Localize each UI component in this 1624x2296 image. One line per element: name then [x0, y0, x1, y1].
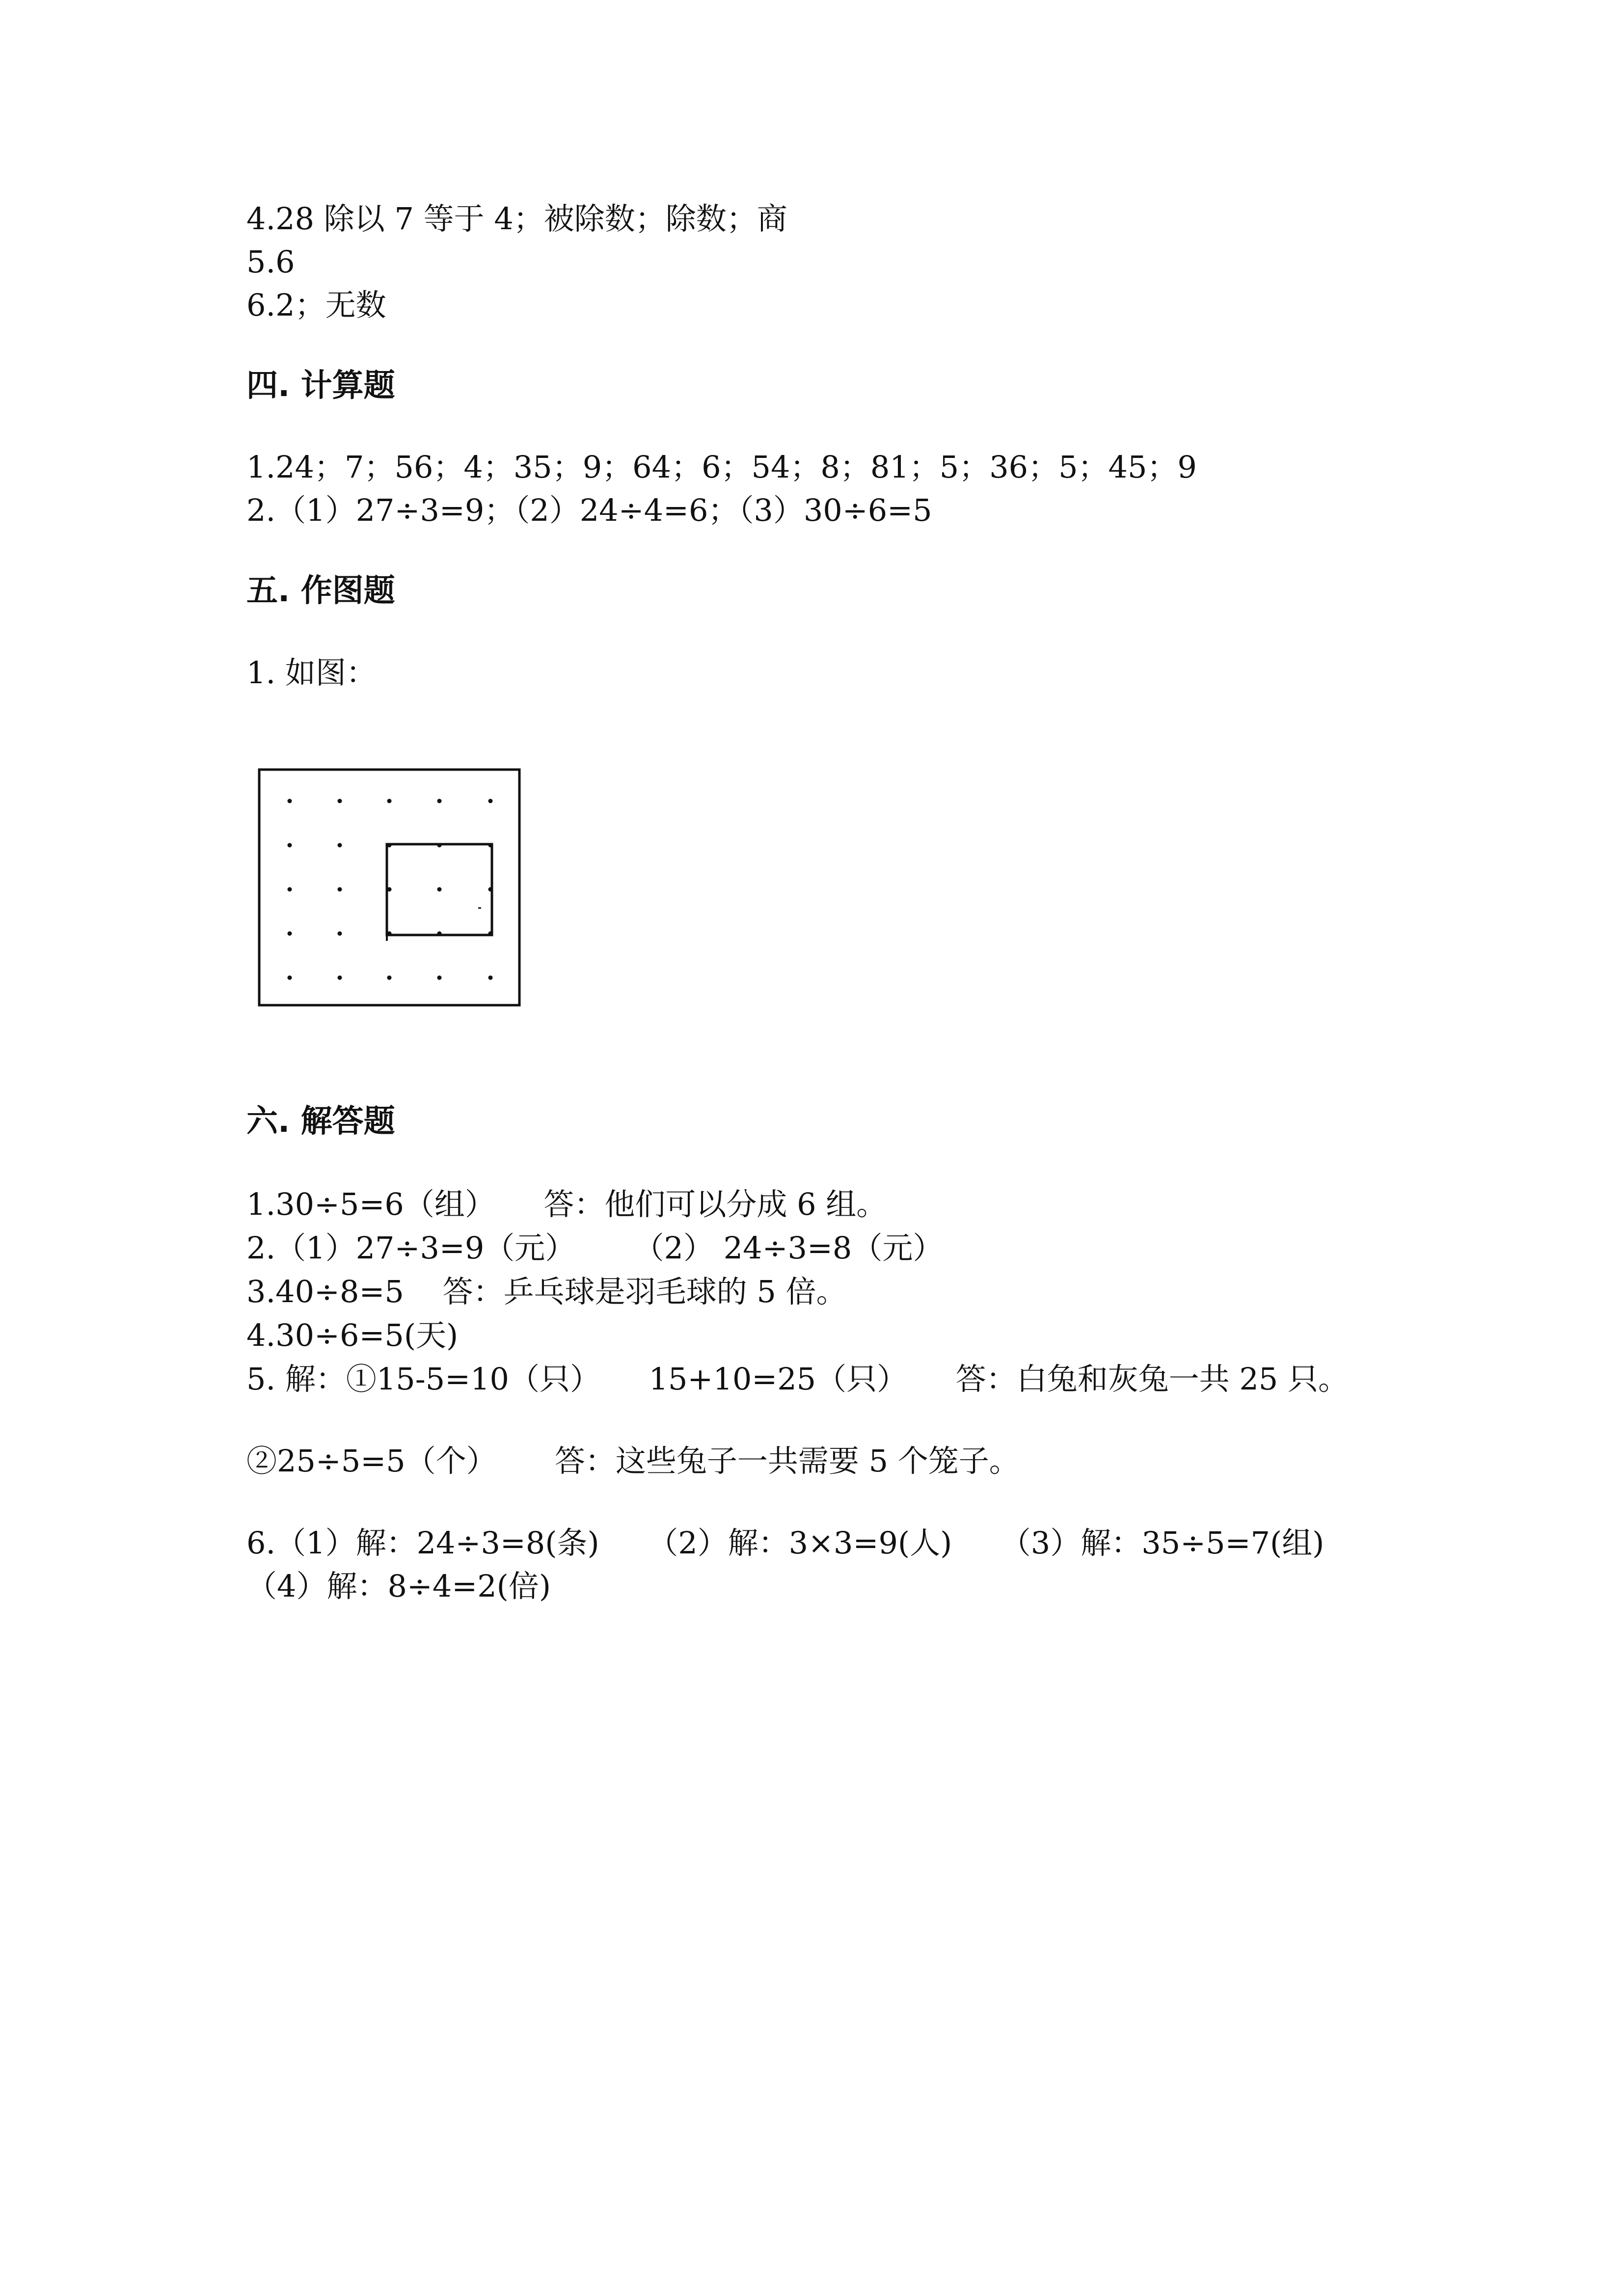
answer-6-2: 2.（1）27÷3=9（元） （2） 24÷3=8（元）	[246, 1230, 944, 1266]
answer-4-1: 1.24；7；56；4；35；9；64；6；54；8；81；5；36；5；45；9	[246, 449, 1197, 485]
section-heading-calculation: 四. 计算题	[246, 368, 395, 404]
answer-6-6a: 6.（1）解：24÷3=8(条) （2）解：3×3=9(人) （3）解：35÷5=7(组)	[246, 1525, 1325, 1561]
answer-3-5: 5.6	[246, 244, 295, 280]
answer-6-5b: ②25÷5=5（个） 答：这些兔子一共需要 5 个笼子。	[246, 1443, 1020, 1479]
answer-4-2: 2.（1）27÷3=9；（2）24÷4=6；（3）30÷6=5	[246, 492, 932, 528]
answer-3-4: 4.28 除以 7 等于 4；被除数；除数；商	[246, 201, 787, 237]
dot-grid-square-figure	[258, 768, 521, 1007]
answer-6-3: 3.40÷8=5 答：乒乓球是羽毛球的 5 倍。	[246, 1274, 847, 1309]
dot-grid	[288, 799, 493, 980]
answer-3-6: 6.2；无数	[246, 287, 386, 323]
section-heading-word-problems: 六. 解答题	[246, 1103, 395, 1140]
answer-6-4: 4.30÷6=5(天)	[246, 1317, 459, 1353]
answer-5-1: 1. 如图：	[246, 655, 377, 691]
section-heading-drawing: 五. 作图题	[246, 573, 395, 609]
answer-6-6b: （4）解：8÷4=2(倍)	[246, 1568, 551, 1604]
answer-6-1: 1.30÷5=6（组） 答：他们可以分成 6 组。	[246, 1186, 887, 1222]
answer-6-5a: 5. 解：①15-5=10（只） 15+10=25（只） 答：白兔和灰兔一共 25 只。	[246, 1361, 1349, 1397]
